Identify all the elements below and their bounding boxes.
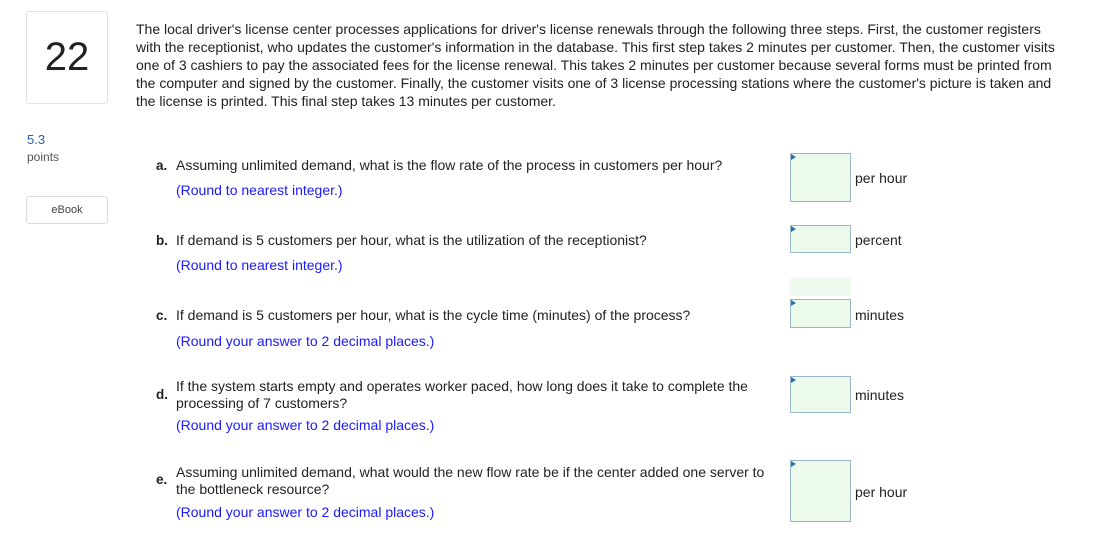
part-d-answer-input[interactable]: [790, 376, 851, 413]
part-c-hint: (Round your answer to 2 decimal places.): [176, 333, 435, 349]
flag-icon: [791, 377, 796, 383]
part-d-answer-wrap: [790, 376, 851, 413]
part-a-answer-input[interactable]: [790, 153, 851, 202]
part-b-answer-input[interactable]: [790, 225, 851, 253]
part-b-letter: b.: [156, 233, 168, 248]
part-b-answer-wrap: [790, 225, 851, 253]
question-number: 22: [26, 11, 108, 104]
problem-statement: The local driver's license center processes applications for driver's license renewals through the following three steps. First, the customer registers with the receptionist, who updates the customer's information in the database. This first step takes 2 minutes per customer. Then, the customer visits one of 3 cashiers to pay the associated fees for the license renewal. This takes 2 minutes per customer because several forms must be printed from the computer and signed by the customer. Finally, the customer visits one of 3 license processing stations where the customer's picture is taken and the license is printed. This final step takes 13 minutes per customer.: [136, 21, 1055, 109]
part-e-hint: (Round your answer to 2 decimal places.): [176, 504, 435, 520]
points-label: points: [27, 150, 60, 164]
part-a-answer-wrap: [790, 153, 851, 202]
part-a-unit: per hour: [855, 170, 908, 186]
part-a-letter: a.: [156, 158, 168, 173]
part-c-unit: minutes: [855, 307, 905, 323]
part-a-question: Assuming unlimited demand, what is the flow rate of the process in customers per hour?: [176, 157, 723, 173]
points-value: 5.3: [27, 132, 46, 147]
part-e-answer-wrap: [790, 460, 851, 522]
part-b-hint: (Round to nearest integer.): [176, 257, 343, 273]
part-a-hint: (Round to nearest integer.): [176, 182, 343, 198]
part-d-letter: d.: [156, 387, 168, 402]
part-c-answer-wrap: [790, 299, 851, 328]
part-b-question: If demand is 5 customers per hour, what is the utilization of the receptionist?: [176, 232, 647, 248]
part-e-unit: per hour: [855, 484, 908, 500]
part-b-unit: percent: [855, 232, 902, 248]
ebook-button[interactable]: eBook: [26, 196, 108, 224]
flag-icon: [791, 300, 796, 306]
part-d-question: If the system starts empty and operates worker paced, how long does it take to complete the processing of 7 customers?: [176, 378, 748, 411]
part-d-hint: (Round your answer to 2 decimal places.): [176, 417, 435, 433]
part-e-letter: e.: [156, 472, 168, 487]
part-c-letter: c.: [156, 308, 168, 323]
decorative-strip: [790, 278, 851, 296]
flag-icon: [791, 154, 796, 160]
part-c-answer-input[interactable]: [790, 299, 851, 328]
part-e-question: Assuming unlimited demand, what would the new flow rate be if the center added one server to the bottleneck resource?: [176, 464, 765, 497]
flag-icon: [791, 461, 796, 467]
part-e-answer-input[interactable]: [790, 460, 851, 522]
part-c-question: If demand is 5 customers per hour, what is the cycle time (minutes) of the process?: [176, 307, 691, 323]
flag-icon: [791, 226, 796, 232]
part-d-unit: minutes: [855, 387, 905, 403]
